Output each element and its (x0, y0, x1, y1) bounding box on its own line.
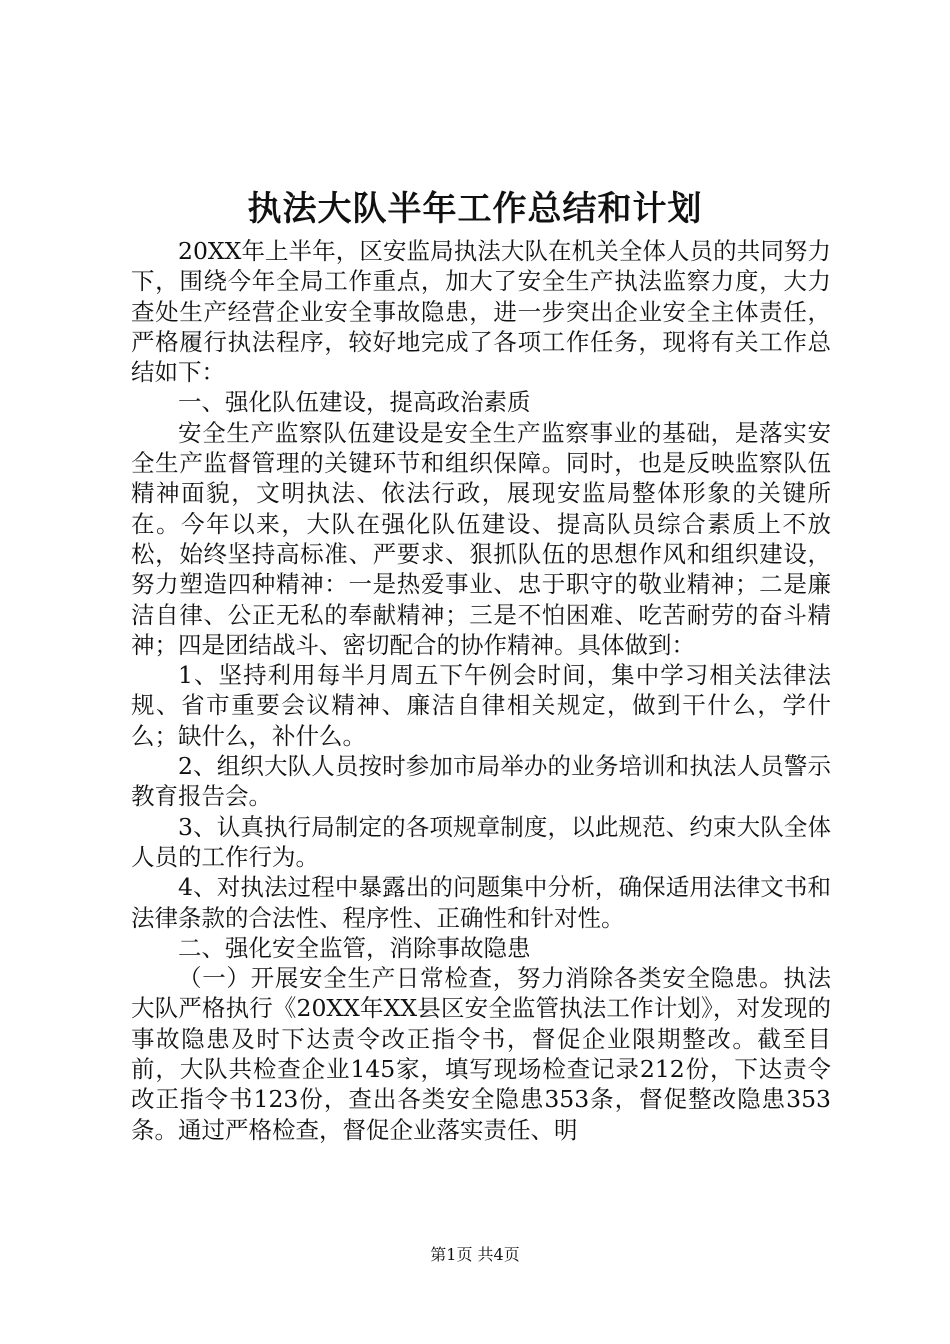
list-item-4: 4、对执法过程中暴露出的问题集中分析，确保适用法律文书和法律条款的合法性、程序性、正确性和针对性。 (131, 873, 831, 932)
list-item-3: 3、认真执行局制定的各项规章制度，以此规范、约束大队全体人员的工作行为。 (131, 812, 831, 871)
page-footer: 第1页 共4页 (430, 1245, 520, 1264)
section-heading-1: 一、强化队伍建设，提高政治素质 (178, 388, 531, 417)
document-body (131, 236, 831, 1145)
list-item-1: 1、坚持利用每半月周五下午例会时间，集中学习相关法律法规、省市重要会议精神、廉洁自律相关规定，做到干什么，学什么；缺什么，补什么。 (131, 661, 831, 750)
paragraph-intro: 20XX年上半年，区安监局执法大队在机关全体人员的共同努力下，围绕今年全局工作重点，加大了安全生产执法监察力度，大力查处生产经营企业安全事故隐患，进一步突出企业安全主体责任，严格履行执法程序，较好地完成了各项工作任务，现将有关工作总结如下： (131, 237, 831, 387)
document-title: 执法大队半年工作总结和计划 (247, 189, 703, 229)
paragraph-team-building: 安全生产监察队伍建设是安全生产监察事业的基础，是落实安全生产监督管理的关键环节和组织保障。同时，也是反映监察队伍精神面貌，文明执法、依法行政，展现安监局整体形象的关键所在。今年以来，大队在强化队伍建设、提高队员综合素质上不放松，始终坚持高标准、严要求、狠抓队伍的思想作风和组织建设，努力塑造四种精神：一是热爱事业、忠于职守的敬业精神；二是廉洁自律、公正无私的奉献精神；三是不怕困难、吃苦耐劳的奋斗精神；四是团结战斗、密切配合的协作精神。具体做到： (131, 418, 831, 659)
section-heading-2: 二、强化安全监管，消除事故隐患 (178, 933, 531, 962)
list-item-2: 2、组织大队人员按时参加市局举办的业务培训和执法人员警示教育报告会。 (131, 752, 831, 811)
paragraph-inspection: （一）开展安全生产日常检查，努力消除各类安全隐患。执法大队严格执行《20XX年XX县区安全监管执法工作计划》，对发现的事故隐患及时下达责令改正指令书，督促企业限期整改。截至目前，大队共检查企业145家，填写现场检查记录212份，下达责令改正指令书123份，查出各类安全隐患353条，督促整改隐患353条。通过严格检查，督促企业落实责任、明 (131, 964, 831, 1144)
